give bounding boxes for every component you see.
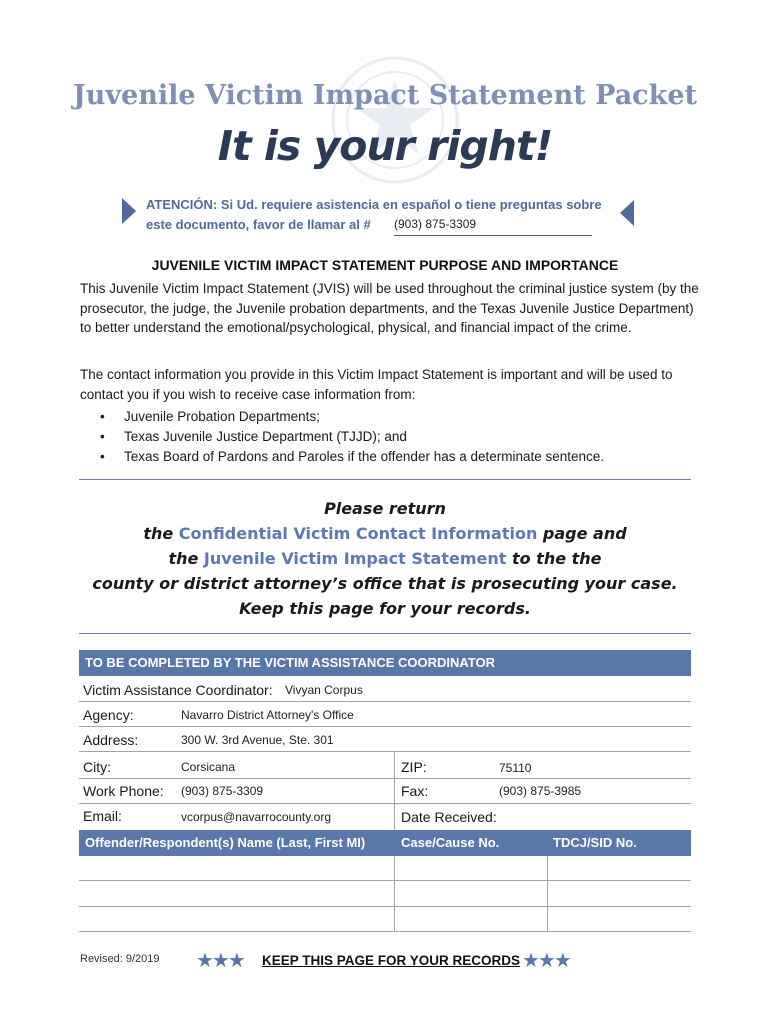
row-divider (79, 751, 691, 752)
fax-field[interactable]: (903) 875-3985 (499, 784, 582, 798)
purpose-paragraph-2: The contact information you provide in this Victim Impact Statement is important and will be used to contact you if you wish to receive case information from: (80, 367, 673, 402)
list-item: • Texas Juvenile Justice Department (TJJD); and (96, 427, 604, 447)
col-case-number: Case/Cause No. (401, 835, 500, 850)
return-line-2: the Confidential Victim Contact Information page and (143, 524, 627, 543)
column-divider (394, 856, 395, 932)
triangle-left-icon (620, 200, 634, 226)
work-phone-label: Work Phone: (83, 783, 164, 799)
atencion-line2: este documento, favor de llamar al # (146, 217, 371, 232)
address-field[interactable]: 300 W. 3rd Avenue, Ste. 301 (181, 733, 334, 747)
row-divider (79, 701, 691, 702)
list-item: • Juvenile Probation Departments; (96, 407, 604, 427)
fax-label: Fax: (401, 783, 429, 799)
table-row[interactable] (79, 880, 691, 881)
keep-records-notice: KEEP THIS PAGE FOR YOUR RECORDS (262, 953, 521, 968)
coordinator-label: Victim Assistance Coordinator: (83, 682, 273, 698)
return-notice (0, 496, 770, 621)
atencion-phone-field[interactable]: (903) 875-3309 (394, 217, 592, 236)
revised-date: Revised: 9/2019 (80, 953, 160, 965)
row-divider (79, 803, 691, 804)
triangle-right-icon (122, 198, 136, 224)
col-tdcj-sid: TDCJ/SID No. (553, 835, 637, 850)
return-line-5: Keep this page for your records. (239, 599, 531, 618)
city-field[interactable]: Corsicana (181, 760, 236, 774)
col-offender-name: Offender/Respondent(s) Name (Last, First MI) (85, 835, 366, 850)
coordinator-section-title: TO BE COMPLETED BY THE VICTIM ASSISTANCE COORDINATOR (79, 650, 691, 676)
star-icon: ★★★ (522, 950, 570, 972)
row-divider (79, 726, 691, 727)
divider (79, 479, 691, 480)
coordinator-field[interactable]: Vivyan Corpus (285, 683, 363, 697)
table-row[interactable] (79, 906, 691, 907)
email-field[interactable]: vcorpus@navarrocounty.org (181, 810, 332, 824)
agency-label: Agency: (83, 707, 134, 723)
return-line-4: county or district attorney’s office that is prosecuting your case. (92, 574, 678, 593)
purpose-heading: JUVENILE VICTIM IMPACT STATEMENT PURPOSE AND IMPORTANCE (151, 257, 619, 273)
zip-label: ZIP: (401, 759, 427, 775)
divider (79, 633, 691, 634)
column-divider (547, 856, 548, 932)
date-received-field[interactable] (499, 810, 684, 826)
case-info-sources-list (96, 407, 604, 467)
email-label: Email: (83, 808, 122, 824)
return-line-1: Please return (324, 499, 446, 518)
address-label: Address: (83, 732, 139, 748)
agency-field[interactable]: Navarro District Attorney's Office (181, 708, 354, 722)
zip-field[interactable]: 75110 (499, 761, 532, 775)
star-icon: ★★★ (196, 950, 244, 972)
list-item: • Texas Board of Pardons and Paroles if the offender has a determinate sentence. (96, 447, 604, 467)
document-title: Juvenile Victim Impact Statement Packet (73, 80, 697, 111)
purpose-paragraph-1: This Juvenile Victim Impact Statement (JVIS) will be used throughout the criminal justice system (by the prosecutor, the judge, the Juvenile probation departments, and the Texas Juvenile Justice Department) to better understand the emotional/psychological, physical, and financial impact of the crime. (80, 281, 699, 335)
atencion-line1: ATENCIÓN: Si Ud. requiere asistencia en español o tiene preguntas sobre (146, 197, 602, 212)
date-received-label: Date Received: (401, 809, 497, 825)
city-label: City: (83, 759, 111, 775)
table-row[interactable] (79, 931, 691, 932)
work-phone-field[interactable]: (903) 875-3309 (181, 784, 264, 798)
offender-table-header (79, 830, 691, 856)
row-divider (79, 778, 691, 779)
return-line-3: the Juvenile Victim Impact Statement to the the (168, 549, 602, 568)
document-subtitle: It is your right! (217, 122, 553, 170)
column-divider (394, 751, 395, 830)
